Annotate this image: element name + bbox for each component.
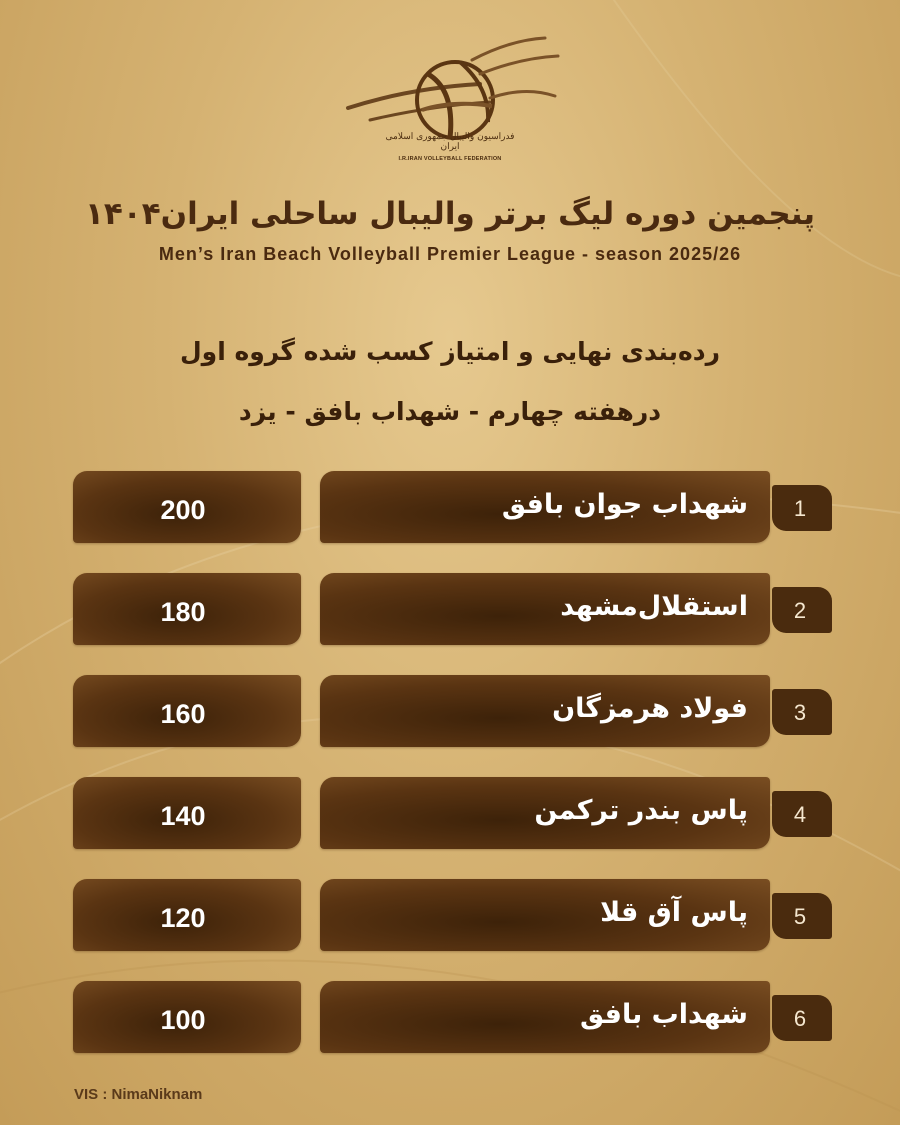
rank-value: 6 (793, 1006, 807, 1031)
page-title-fa: پنجمین دوره لیگ برتر والیبال ساحلی ایران۱۴۰۴ (84, 196, 816, 232)
federation-name-en: I.R.IRAN VOLLEYBALL FEDERATION (398, 156, 502, 162)
rank-badge (772, 893, 832, 939)
designer-credit: VIS : NimaNiknam (74, 1086, 203, 1103)
rank-value: 1 (793, 496, 807, 521)
points-value: 140 (160, 801, 206, 831)
points-value: 100 (160, 1005, 206, 1035)
points-cell (73, 777, 301, 849)
team-cell (320, 981, 770, 1053)
federation-name-fa: فدراسیون والیبال جمهوری اسلامی ایران (385, 132, 515, 152)
rank-badge (772, 485, 832, 531)
standings-row (0, 471, 900, 543)
points-cell (73, 981, 301, 1053)
team-cell (320, 471, 770, 543)
rank-badge (772, 791, 832, 837)
team-cell (320, 675, 770, 747)
rank-value: 2 (793, 598, 807, 623)
rank-value: 3 (793, 700, 807, 725)
standings-row (0, 777, 900, 849)
points-cell (73, 573, 301, 645)
team-cell (320, 879, 770, 951)
week-location-subtitle: درهفته چهارم - شهداب بافق - یزد (238, 397, 662, 426)
points-value: 180 (160, 597, 206, 627)
points-cell (73, 471, 301, 543)
team-name: پاس آق قلا (600, 897, 748, 928)
team-name: فولاد هرمزگان (552, 693, 748, 724)
rank-badge (772, 995, 832, 1041)
team-name: شهداب جوان بافق (501, 489, 748, 520)
rank-badge (772, 689, 832, 735)
rank-value: 5 (793, 904, 807, 929)
team-cell (320, 777, 770, 849)
standings-row (0, 981, 900, 1053)
page-title-en: Men’s Iran Beach Volleyball Premier League - season 2025/26 (158, 244, 742, 264)
standings-subtitle: رده‌بندی نهایی و امتیاز کسب شده گروه اول (179, 337, 720, 366)
team-name: استقلال‌مشهد (560, 591, 748, 622)
standings-row (0, 879, 900, 951)
points-cell (73, 675, 301, 747)
team-name: پاس بندر ترکمن (534, 795, 748, 826)
points-value: 120 (160, 903, 206, 933)
standings-row (0, 573, 900, 645)
points-value: 160 (160, 699, 206, 729)
team-cell (320, 573, 770, 645)
points-cell (73, 879, 301, 951)
rank-value: 4 (793, 802, 807, 827)
points-value: 200 (160, 495, 206, 525)
standings-row (0, 675, 900, 747)
rank-badge (772, 587, 832, 633)
team-name: شهداب بافق (579, 999, 748, 1030)
